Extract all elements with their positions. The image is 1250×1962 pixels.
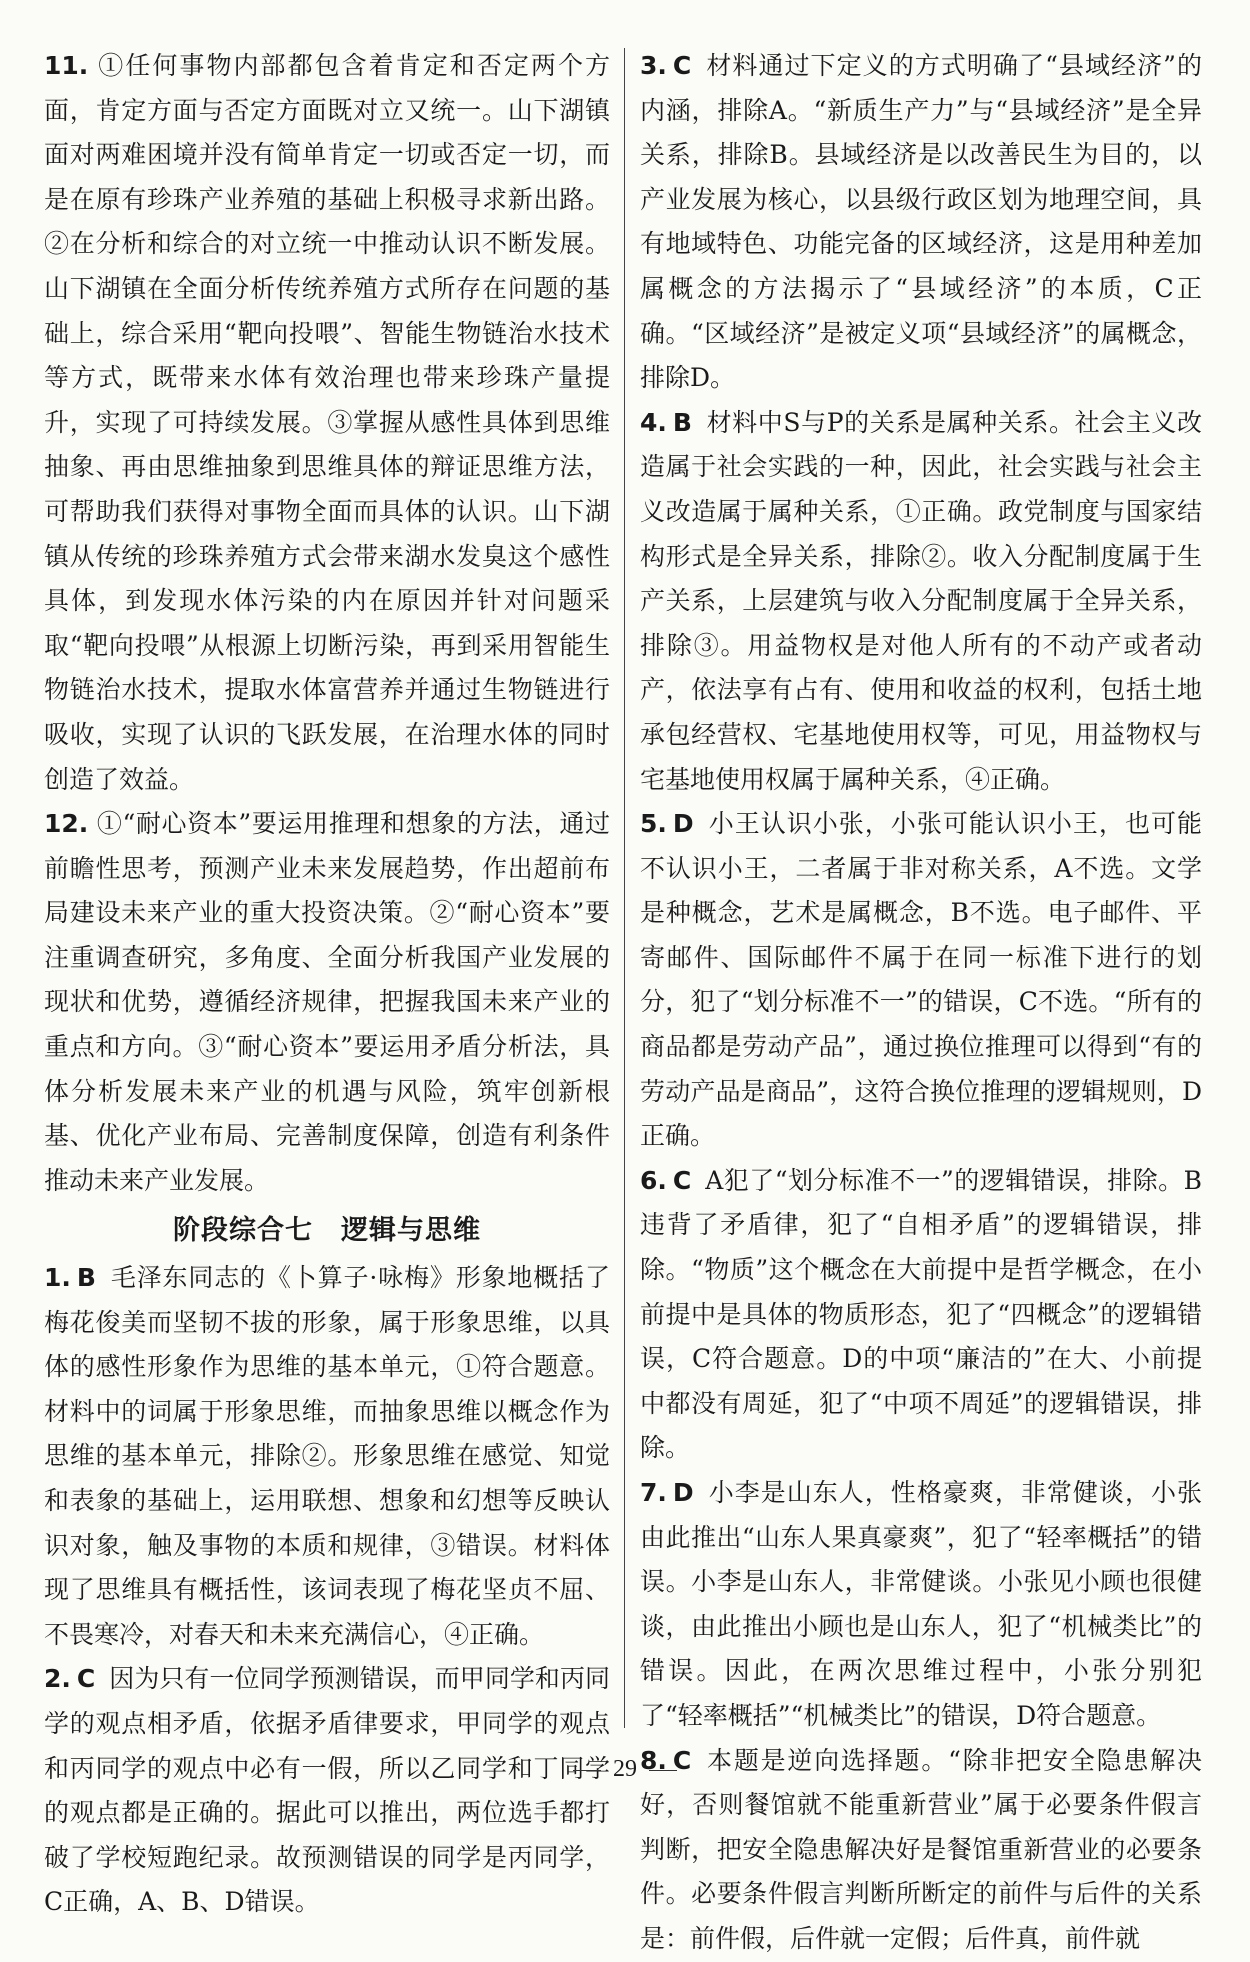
answer-4	[640, 401, 1202, 802]
answer-text: 本题是逆向选择题。“除非把安全隐患解决好，否则餐馆就不能重新营业”属于必要条件假言判断，把安全隐患解决好是餐馆重新营业的必要条件。必要条件假言判断所断定的前件与后件的关系是：前件假，后件就一定假；后件真，前件就	[640, 1745, 1202, 1953]
answer-text: ①“耐心资本”要运用推理和想象的方法，通过前瞻性思考，预测产业未来发展趋势，作出超前布局建设未来产业的重大投资决策。②“耐心资本”要注重调查研究，多角度、全面分析我国产业发展的现状和优势，遵循经济规律，把握我国未来产业的重点和方向。③“耐心资本”要运用矛盾分析法，具体分析发展未来产业的机遇与风险，筑牢创新根基、优化产业布局、完善制度保障，创造有利条件推动未来产业发展。	[44, 809, 610, 1195]
answer-1	[44, 1256, 610, 1657]
answer-choice: D	[672, 809, 694, 839]
answer-text: 小李是山东人，性格豪爽，非常健谈，小张由此推出“山东人果真豪爽”，犯了“轻率概括”的错误。小李是山东人，非常健谈。小张见小顾也很健谈，由此推出小顾也是山东人，犯了“机械类比”的错误。因此，在两次思维过程中，小张分别犯了“轻率概括”“机械类比”的错误，D符合题意。	[640, 1478, 1202, 1730]
question-number: 5.	[640, 809, 667, 839]
section-title: 阶段综合七 逻辑与思维	[173, 1215, 481, 1247]
answer-choice: B	[672, 407, 692, 437]
question-number: 7.	[640, 1478, 667, 1507]
answer-2	[44, 1657, 610, 1925]
answer-text: 毛泽东同志的《卜算子·咏梅》形象地概括了梅花俊美而坚韧不拔的形象，属于形象思维，以具体的感性形象作为思维的基本单元，①符合题意。材料中的词属于形象思维，而抽象思维以概念作为思维的基本单元，排除②。形象思维在感觉、知觉和表象的基础上，运用联想、想象和幻想等反映认识对象，触及事物的本质和规律，③错误。材料体现了思维具有概括性，该词表现了梅花坚贞不屈、不畏寒冷，对春天和未来充满信心，④正确。	[44, 1263, 610, 1649]
left-column	[44, 44, 610, 1925]
page-number: 29	[613, 1756, 637, 1782]
answer-text: 材料中S与P的关系是属种关系。社会主义改造属于社会实践的一种，因此，社会实践与社会主义改造属于属种关系，①正确。政党制度与国家结构形式是全异关系，排除②。收入分配制度属于生产关系，上层建筑与收入分配制度属于全异关系，排除③。用益物权是对他人所有的不动产或者动产，依法享有占有、使用和收益的权利，包括土地承包经营权、宅基地使用权等，可见，用益物权与宅基地使用权属于属种关系，④正确。	[640, 407, 1202, 794]
answer-12	[44, 802, 610, 1203]
question-number: 12.	[44, 809, 89, 839]
answer-choice: D	[672, 1478, 694, 1507]
answer-6	[640, 1159, 1202, 1471]
answer-text: 因为只有一位同学预测错误，而甲同学和丙同学的观点相矛盾，依据矛盾律要求，甲同学的观点和丙同学的观点中必有一假，所以乙同学和丁同学的观点都是正确的。据此可以推出，两位选手都打破了学校短跑纪录。故预测错误的同学是丙同学，C正确，A、B、D错误。	[44, 1664, 610, 1917]
column-divider	[624, 48, 625, 1728]
question-number: 2.	[44, 1664, 71, 1694]
right-column	[640, 44, 1202, 1962]
answer-choice: C	[672, 51, 692, 80]
page-footer	[0, 1756, 1250, 1783]
answer-7	[640, 1471, 1202, 1739]
question-number: 11.	[44, 51, 89, 80]
question-number: 8.	[640, 1745, 667, 1775]
answer-choice: C	[672, 1745, 692, 1775]
answer-text: 材料通过下定义的方式明确了“县域经济”的内涵，排除A。“新质生产力”与“县域经济”是全异关系，排除B。县域经济是以改善民生为目的，以产业发展为核心，以县级行政区划为地理空间，具有地域特色、功能完备的区域经济，这是用种差加属概念的方法揭示了“县域经济”的本质，C正确。“区域经济”是被定义项“县域经济”的属概念，排除D。	[640, 51, 1202, 393]
answer-5	[640, 802, 1202, 1159]
answer-choice: C	[672, 1165, 692, 1195]
answer-11	[44, 44, 610, 802]
question-number: 3.	[640, 51, 667, 80]
question-number: 6.	[640, 1165, 667, 1195]
answer-choice: B	[76, 1263, 96, 1293]
answer-text: 小王认识小张，小张可能认识小王，也可能不认识小王，二者属于非对称关系，A不选。文学是种概念，艺术是属概念，B不选。电子邮件、平寄邮件、国际邮件不属于在同一标准下进行的划分，犯了“划分标准不一”的错误，C不选。“所有的商品都是劳动产品”，通过换位推理可以得到“有的劳动产品是商品”，这符合换位推理的逻辑规则，D正确。	[640, 809, 1202, 1151]
footer-dash-right	[649, 1770, 677, 1771]
question-number: 1.	[44, 1263, 71, 1293]
footer-dash-left	[573, 1770, 601, 1771]
question-number: 4.	[640, 407, 667, 437]
answer-text: A犯了“划分标准不一”的逻辑错误，排除。B违背了矛盾律，犯了“自相矛盾”的逻辑错误，排除。“物质”这个概念在大前提中是哲学概念，在小前提中是具体的物质形态，犯了“四概念”的逻辑错误，C符合题意。D的中项“廉洁的”在大、小前提中都没有周延，犯了“中项不周延”的逻辑错误，排除。	[640, 1165, 1202, 1463]
answer-3	[640, 44, 1202, 401]
answer-choice: C	[76, 1664, 96, 1694]
answer-text: ①任何事物内部都包含着肯定和否定两个方面，肯定方面与否定方面既对立又统一。山下湖镇面对两难困境并没有简单肯定一切或否定一切，而是在原有珍珠产业养殖的基础上积极寻求新出路。②在分析和综合的对立统一中推动认识不断发展。山下湖镇在全面分析传统养殖方式所存在问题的基础上，综合采用“靶向投喂”、智能生物链治水技术等方式，既带来水体有效治理也带来珍珠产量提升，实现了可持续发展。③掌握从感性具体到思维抽象、再由思维抽象到思维具体的辩证思维方法，可帮助我们获得对事物全面而具体的认识。山下湖镇从传统的珍珠养殖方式会带来湖水发臭这个感性具体，到发现水体污染的内在原因并针对问题采取“靶向投喂”从根源上切断污染，再到采用智能生物链治水技术，提取水体富营养并通过生物链进行吸收，实现了认识的飞跃发展，在治理水体的同时创造了效益。	[44, 51, 610, 794]
